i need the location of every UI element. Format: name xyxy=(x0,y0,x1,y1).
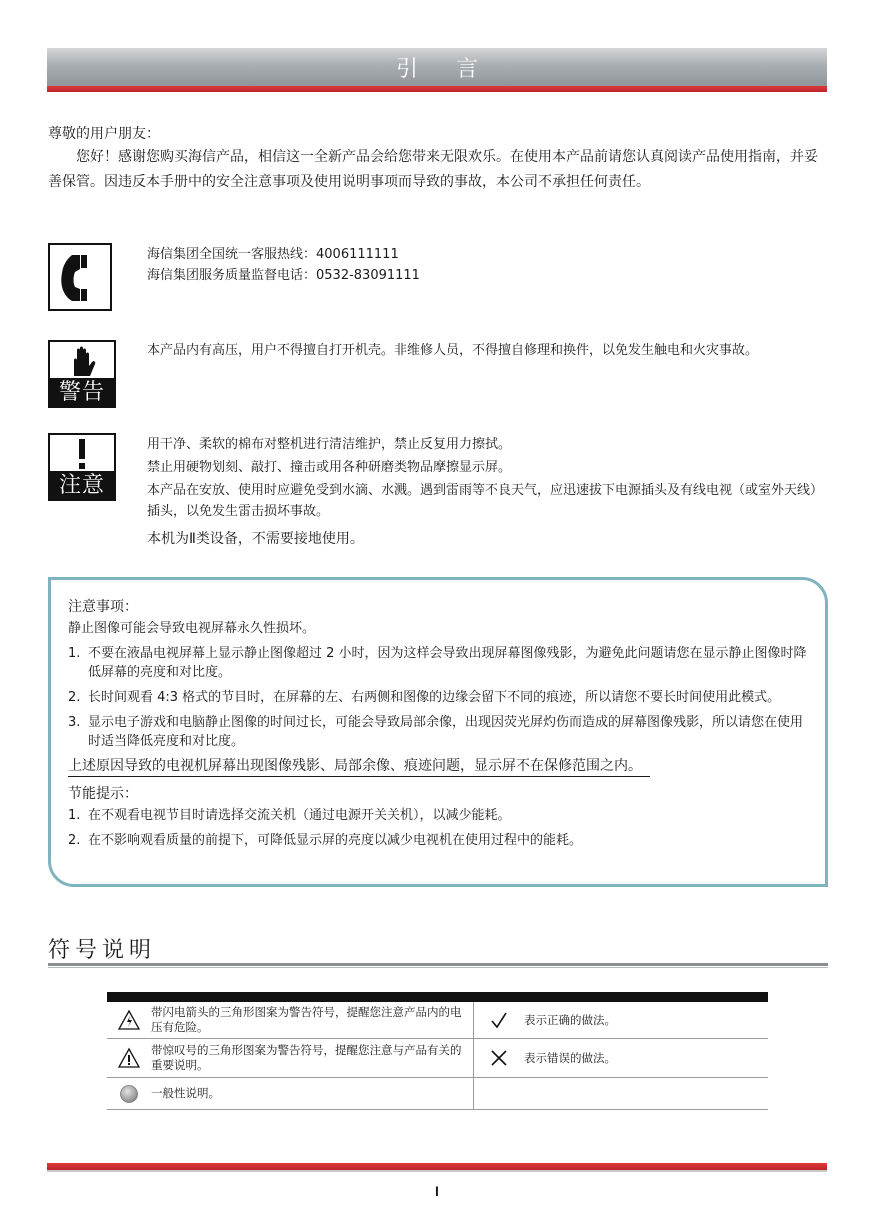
notice-item xyxy=(68,644,813,682)
caution-line: 用干净、柔软的棉布对整机进行清洁维护，禁止反复用力擦拭。 xyxy=(147,437,512,452)
notice-item-text: 显示电子游戏和电脑静止图像的时间过长，可能会导致局部余像，出现因荧光屏灼伤而造成的屏幕图像残影，所以请您在使用时适当降低亮度和对比度。 xyxy=(88,715,804,749)
table-row xyxy=(107,1039,768,1078)
notice-subheading: 静止图像可能会导致电视屏幕永久性损坏。 xyxy=(68,621,316,636)
gray-circle-icon xyxy=(107,1084,151,1104)
header-accent-stripe xyxy=(47,86,827,92)
symbols-table-header xyxy=(107,992,768,1002)
symbol-description: 带惊叹号的三角形图案为警告符号，提醒您注意与产品有关的重要说明。 xyxy=(151,1043,462,1072)
lightning-triangle-icon xyxy=(107,1009,151,1031)
symbol-description: 一般性说明。 xyxy=(151,1086,220,1100)
symbols-rule-thin xyxy=(48,967,828,968)
energy-item-num: 2. xyxy=(68,833,81,848)
notice-heading: 注意事项： xyxy=(68,599,138,615)
page-number: I xyxy=(435,1183,439,1199)
hand-stop-icon xyxy=(50,342,114,378)
notice-item-num: 2. xyxy=(68,690,81,705)
symbols-table xyxy=(107,992,768,1110)
warning-text: 本产品内有高压，用户不得擅自打开机壳。非维修人员，不得擅自修理和换件，以免发生触电和火灾事故。 xyxy=(147,343,759,358)
symbols-rule xyxy=(48,963,828,966)
caution-badge xyxy=(48,433,116,501)
footer-accent-stripe xyxy=(47,1163,827,1170)
warning-label: 警告 xyxy=(48,378,116,408)
symbol-description: 带闪电箭头的三角形图案为警告符号，提醒您注意产品内的电压有危险。 xyxy=(151,1005,462,1034)
caution-label: 注意 xyxy=(48,471,116,501)
hotline-supervision: 海信集团服务质量监督电话：0532-83091111 xyxy=(147,268,420,283)
hotline-block xyxy=(147,244,837,286)
energy-item-text: 在不观看电视节目时请选择交流关机（通过电源开关关机），以减少能耗。 xyxy=(88,808,511,823)
caution-line: 本产品在安放、使用时应避免受到水滴、水溅。遇到雷雨等不良天气，应迅速拔下电源插头及有线电视（或室外天线）插头，以免发生雷击损坏事故。 xyxy=(147,483,824,519)
class-note: 本机为Ⅱ类设备，不需要接地使用。 xyxy=(147,531,364,547)
caution-text xyxy=(147,434,832,522)
warning-badge xyxy=(48,340,116,408)
page-title: 引言 xyxy=(395,57,516,82)
phone-icon xyxy=(48,243,112,311)
intro-greeting: 尊敬的用户朋友： xyxy=(48,126,160,142)
notice-item xyxy=(68,688,813,707)
energy-item xyxy=(68,806,813,825)
notice-item-num: 1. xyxy=(68,646,81,661)
warranty-notice: 上述原因导致的电视机屏幕出现图像残影、局部余像、痕迹问题，显示屏不在保修范围之内。 xyxy=(68,757,650,777)
intro-paragraph: 您好！感谢您购买海信产品，相信这一全新产品会给您带来无限欢乐。在使用本产品前请您认真阅读产品使用指南，并妥善保管。因违反本手册中的安全注意事项及使用说明事项而导致的事故，本公司不承担任何责任。 xyxy=(48,149,818,190)
symbol-description: 表示正确的做法。 xyxy=(524,1012,616,1027)
notice-item-text: 长时间观看 4:3 格式的节目时，在屏幕的左、右两侧和图像的边缘会留下不同的痕迹，所以请您不要长时间使用此模式。 xyxy=(88,690,781,705)
symbol-description: 表示错误的做法。 xyxy=(524,1050,616,1065)
energy-item-num: 1. xyxy=(68,808,81,823)
cross-mark-icon xyxy=(474,1049,524,1067)
hotline-national: 海信集团全国统一客服热线：4006111111 xyxy=(147,247,399,262)
exclamation-triangle-icon xyxy=(107,1047,151,1069)
notice-content xyxy=(68,598,813,850)
footer-shadow xyxy=(47,1170,827,1172)
symbols-title: 符号说明 xyxy=(48,938,157,963)
energy-heading: 节能提示： xyxy=(68,786,138,802)
check-mark-icon xyxy=(474,1011,524,1029)
table-row xyxy=(107,1078,768,1110)
notice-item-text: 不要在液晶电视屏幕上显示静止图像超过 2 小时，因为这样会导致出现屏幕图像残影，为避免此问题请您在显示静止图像时降低屏幕的亮度和对比度。 xyxy=(88,646,807,680)
table-row xyxy=(107,1002,768,1039)
energy-item-text: 在不影响观看质量的前提下，可降低显示屏的亮度以减少电视机在使用过程中的能耗。 xyxy=(88,833,583,848)
energy-item xyxy=(68,831,813,850)
notice-item xyxy=(68,713,813,751)
caution-line: 禁止用硬物划刻、敲打、撞击或用各种研磨类物品摩擦显示屏。 xyxy=(147,460,512,475)
notice-item-num: 3. xyxy=(68,715,81,730)
exclamation-icon xyxy=(50,435,114,471)
